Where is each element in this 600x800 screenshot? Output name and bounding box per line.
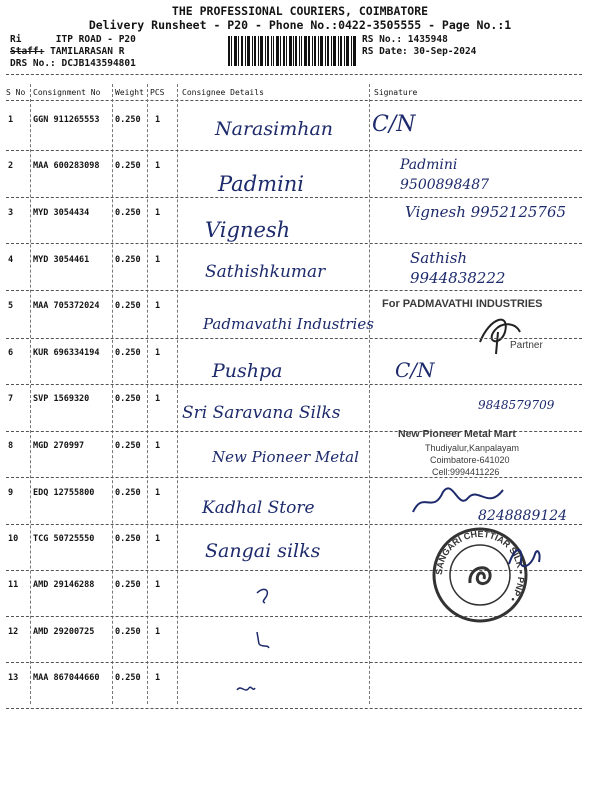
row-pcs: 1	[155, 161, 161, 171]
row-signature-handwritten: C/N	[372, 112, 416, 137]
row-consignment-no: MGD 270997	[33, 441, 85, 451]
padmavathi-stamp: For PADMAVATHI INDUSTRIES	[382, 298, 543, 310]
column-divider	[112, 84, 113, 704]
row-sno: 11	[8, 580, 19, 590]
row-weight: 0.250	[115, 208, 141, 218]
row-weight: 0.250	[115, 255, 141, 265]
row-signature-handwritten: Padmini 9500898487	[400, 157, 490, 193]
svg-text:SANGARI CHETTIAR SILK • PNP •: SANGARI CHETTIAR SILK • PNP •	[433, 528, 527, 604]
header-divider-top	[6, 74, 582, 75]
row-pcs: 1	[155, 534, 161, 544]
row-weight: 0.250	[115, 348, 141, 358]
row-weight: 0.250	[115, 580, 141, 590]
col-signature: Signature	[374, 88, 418, 97]
row-sno: 9	[8, 488, 14, 498]
row-12-tick-mark	[253, 630, 273, 652]
row-sno: 13	[8, 673, 19, 683]
row-weight: 0.250	[115, 115, 141, 125]
row-11-tick-mark	[255, 585, 275, 605]
padmavathi-partner: Partner	[510, 340, 543, 351]
row-consignment-no: AMD 29200725	[33, 627, 95, 637]
col-sno: S No	[6, 88, 26, 97]
row-sno: 3	[8, 208, 14, 218]
row-pcs: 1	[155, 348, 161, 358]
route-value: ITP ROAD - P20	[55, 34, 136, 45]
metal-mart-address-2: Coimbatore-641020	[430, 455, 510, 465]
row-consignee-handwritten: Padmini	[218, 172, 305, 196]
row-pcs: 1	[155, 441, 161, 451]
row-pcs: 1	[155, 673, 161, 683]
row-signature-handwritten: 8248889124	[478, 508, 568, 524]
staff-value: TAMILARASAN R	[50, 46, 125, 57]
row-sno: 5	[8, 301, 14, 311]
row-pcs: 1	[155, 627, 161, 637]
staff-prefix: Staff:	[10, 46, 45, 57]
row-divider	[6, 708, 582, 709]
row-signature-handwritten: Vignesh 9952125765	[405, 203, 567, 221]
row-divider	[6, 290, 582, 291]
runsheet-subtitle: Delivery Runsheet - P20 - Phone No.:0422-3505555 - Page No.:1	[88, 18, 512, 32]
col-consignee: Consignee Details	[182, 88, 264, 97]
row-consignee-handwritten: Narasimhan	[215, 118, 334, 140]
row-divider	[6, 384, 582, 385]
row-sno: 7	[8, 394, 14, 404]
row-weight: 0.250	[115, 673, 141, 683]
row-weight: 0.250	[115, 441, 141, 451]
col-pcs: PCS	[150, 88, 165, 97]
staff-line	[10, 46, 124, 57]
row-divider	[6, 243, 582, 244]
row-sno: 10	[8, 534, 19, 544]
row-consignee-handwritten: New Pioneer Metal	[212, 448, 359, 466]
row-weight: 0.250	[115, 161, 141, 171]
row-consignment-no: MYD 3054461	[33, 255, 90, 265]
rs-date: RS Date: 30-Sep-2024	[362, 46, 477, 57]
metal-mart-address-1: Thudiyalur,Kanpalayam	[425, 443, 520, 453]
route-prefix: Ri	[10, 34, 22, 45]
row-signature-handwritten: Sathish 9944838222	[410, 249, 506, 287]
row-consignment-no: GGN 911265553	[33, 115, 100, 125]
row-pcs: 1	[155, 580, 161, 590]
row-divider	[6, 150, 582, 151]
metal-mart-stamp: New Pioneer Metal Mart	[398, 428, 516, 440]
column-divider	[369, 84, 370, 704]
drs-number: DRS No.: DCJB143594801	[10, 58, 136, 69]
row-pcs: 1	[155, 115, 161, 125]
row-weight: 0.250	[115, 394, 141, 404]
row-weight: 0.250	[115, 534, 141, 544]
col-weight: Weight	[115, 88, 144, 97]
row-divider	[6, 477, 582, 478]
header-divider-bottom	[6, 100, 582, 101]
row-consignment-no: KUR 696334194	[33, 348, 100, 358]
row-consignee-handwritten: Pushpa	[212, 360, 283, 382]
row-pcs: 1	[155, 394, 161, 404]
route-line	[10, 34, 136, 45]
row-pcs: 1	[155, 488, 161, 498]
row-consignee-handwritten: Sathishkumar	[205, 262, 326, 282]
row-consignee-handwritten: Vignesh	[205, 218, 291, 242]
row-sno: 6	[8, 348, 14, 358]
row-pcs: 1	[155, 301, 161, 311]
col-consignment: Consignment No	[33, 88, 101, 97]
row-sno: 1	[8, 115, 14, 125]
document-title: THE PROFESSIONAL COURIERS, COIMBATORE	[171, 4, 429, 18]
row-consignee-handwritten: Sangai silks	[205, 540, 321, 562]
row-13-tick-mark	[235, 682, 257, 696]
row-consignment-no: SVP 1569320	[33, 394, 90, 404]
row-pcs: 1	[155, 255, 161, 265]
row-sno: 8	[8, 441, 14, 451]
row-consignee-handwritten: Sri Saravana Silks	[182, 403, 341, 423]
row-signature-handwritten: 9848579709	[478, 398, 555, 412]
row-consignee-handwritten: Kadhal Store	[202, 498, 315, 518]
row-signature-handwritten: C/N	[395, 358, 435, 382]
row-sno: 12	[8, 627, 19, 637]
row-consignment-no: TCG 50725550	[33, 534, 95, 544]
row-sno: 2	[8, 161, 14, 171]
row-consignment-no: MAA 600283098	[33, 161, 100, 171]
column-divider	[177, 84, 178, 704]
row-pcs: 1	[155, 208, 161, 218]
barcode	[228, 36, 356, 66]
row-consignment-no: EDQ 12755800	[33, 488, 95, 498]
row-weight: 0.250	[115, 301, 141, 311]
row-weight: 0.250	[115, 627, 141, 637]
row-consignment-no: AMD 29146288	[33, 580, 95, 590]
rs-number: RS No.: 1435948	[362, 34, 448, 45]
row-consignment-no: MAA 705372024	[33, 301, 100, 311]
row-divider	[6, 197, 582, 198]
row-consignee-handwritten: Padmavathi Industries	[203, 315, 374, 333]
row-weight: 0.250	[115, 488, 141, 498]
row-divider	[6, 338, 582, 339]
row-divider	[6, 662, 582, 663]
column-divider	[147, 84, 148, 704]
row-consignment-no: MYD 3054434	[33, 208, 90, 218]
metal-mart-cell: Cell:9994411226	[432, 467, 500, 477]
row-consignment-no: MAA 867044660	[33, 673, 100, 683]
row-sno: 4	[8, 255, 14, 265]
column-divider	[30, 84, 31, 704]
seal-signature-scribble	[505, 540, 545, 575]
